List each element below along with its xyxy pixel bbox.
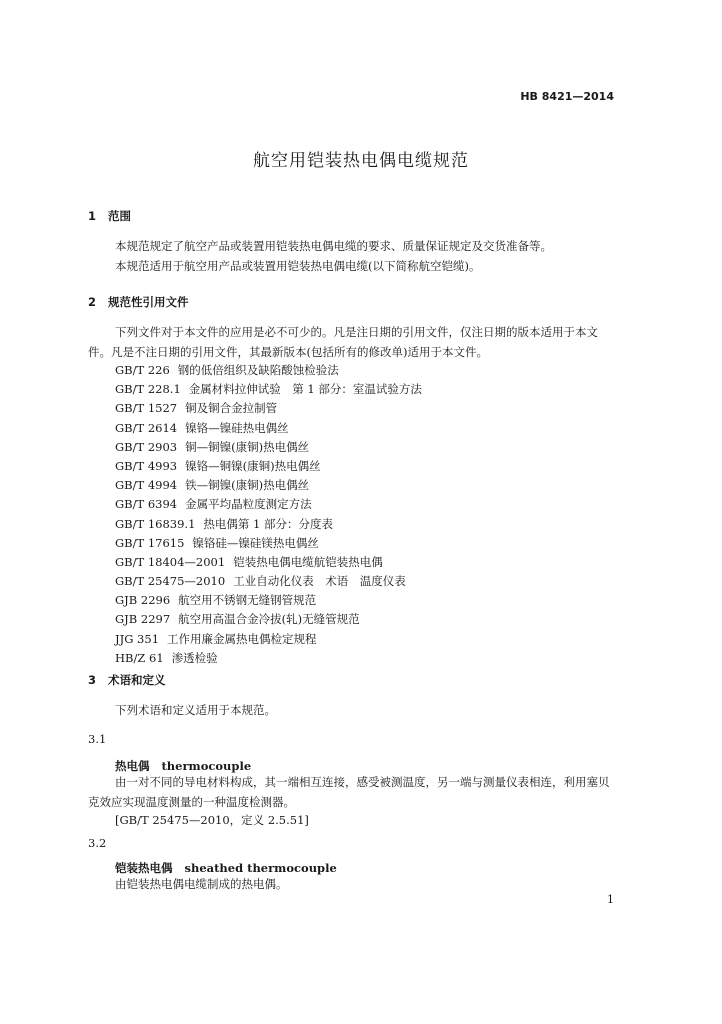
reference-item <box>115 457 422 476</box>
section-number: 1 <box>88 209 97 223</box>
scope-paragraph-2: 本规范适用于航空用产品或装置用铠装热电偶电缆(以下简称航空铠缆)。 <box>115 259 481 273</box>
reference-title: 金属材料拉伸试验 第 1 部分：室温试验方法 <box>188 382 422 397</box>
reference-code: GB/T 18404—2001 <box>115 554 226 569</box>
reference-code: GB/T 25475—2010 <box>115 574 226 589</box>
section-3-heading <box>88 672 166 688</box>
term-definition: 由一对不同的导电材料构成，其一端相互连接，感受被测温度，另一端与测量仪表相连，利用塞贝克效应实现温度测量的一种温度检测器。 <box>88 775 610 809</box>
reference-title: 金属平均晶粒度测定方法 <box>185 497 312 512</box>
reference-title: 铁—铜镍(康铜)热电偶丝 <box>185 478 310 493</box>
reference-item <box>115 553 422 572</box>
reference-item <box>115 610 422 629</box>
reference-title: 热电偶第 1 部分：分度表 <box>203 516 334 531</box>
reference-item <box>115 438 422 457</box>
reference-title: 镍铬—铜镍(康铜)热电偶丝 <box>185 458 321 473</box>
reference-title: 铠装热电偶电缆航铠装热电偶 <box>233 554 383 569</box>
references-intro: 下列文件对于本文件的应用是必不可少的。凡是注日期的引用文件，仅注日期的版本适用于本文件。凡是不注日期的引用文件，其最新版本(包括所有的修改单)适用于本文件。 <box>88 325 598 359</box>
reference-item <box>115 399 422 418</box>
reference-code: HB/Z 61 <box>115 650 164 665</box>
reference-code: GB/T 2903 <box>115 439 178 454</box>
reference-code: GB/T 1527 <box>115 401 178 416</box>
reference-item <box>115 361 422 380</box>
clause-number: 3.1 <box>88 732 107 746</box>
term-zh: 热电偶 <box>115 759 150 773</box>
scope-paragraph-1: 本规范规定了航空产品或装置用铠装热电偶电缆的要求、质量保证规定及交货准备等。 <box>115 239 552 253</box>
reference-title: 铜及铜合金拉制管 <box>185 401 278 416</box>
reference-title: 工作用廉金属热电偶检定规程 <box>167 631 317 646</box>
page-number: 1 <box>607 893 614 906</box>
reference-item <box>115 591 422 610</box>
reference-item <box>115 419 422 438</box>
reference-code: GB/T 226 <box>115 363 170 377</box>
reference-item <box>115 572 422 591</box>
standard-id: HB 8421—2014 <box>520 90 614 103</box>
reference-code: GB/T 4994 <box>115 478 178 493</box>
reference-code: GB/T 4993 <box>115 458 178 473</box>
reference-title: 铜—铜镍(康铜)热电偶丝 <box>185 439 310 454</box>
term-definition: 由铠装热电偶电缆制成的热电偶。 <box>115 877 288 891</box>
section-title: 范围 <box>108 209 131 223</box>
reference-code: GB/T 228.1 <box>115 382 181 397</box>
reference-code: GB/T 6394 <box>115 497 178 512</box>
section-2-heading <box>88 294 189 310</box>
term-en: thermocouple <box>161 759 252 773</box>
reference-code: GB/T 2614 <box>115 420 178 435</box>
reference-item <box>115 534 422 553</box>
reference-title: 钢的低倍组织及缺陷酸蚀检验法 <box>177 363 339 377</box>
reference-item <box>115 649 422 668</box>
section-number: 3 <box>88 673 97 687</box>
reference-code: GJB 2297 <box>115 612 171 627</box>
term-zh: 铠装热电偶 <box>115 861 173 875</box>
reference-title: 镍铬—镍硅热电偶丝 <box>185 420 289 435</box>
reference-list <box>115 361 422 668</box>
reference-title: 镍铬硅—镍硅镁热电偶丝 <box>192 535 319 550</box>
reference-code: GB/T 17615 <box>115 535 185 550</box>
reference-item <box>115 515 422 534</box>
section-title: 规范性引用文件 <box>108 295 189 309</box>
clause-number: 3.2 <box>88 836 107 850</box>
reference-code: GB/T 16839.1 <box>115 516 196 531</box>
section-number: 2 <box>88 295 97 309</box>
document-title: 航空用铠装热电偶电缆规范 <box>253 151 469 171</box>
reference-code: GJB 2296 <box>115 593 171 608</box>
reference-title: 航空用不锈钢无缝钢管规范 <box>178 593 317 608</box>
term-en: sheathed thermocouple <box>184 861 337 875</box>
reference-title: 航空用高温合金冷拔(轧)无缝管规范 <box>178 612 360 627</box>
terms-intro: 下列术语和定义适用于本规范。 <box>115 703 276 717</box>
reference-item <box>115 630 422 649</box>
reference-item <box>115 476 422 495</box>
reference-title: 工业自动化仪表 术语 温度仪表 <box>233 574 406 589</box>
term-source: [GB/T 25475—2010，定义 2.5.51] <box>115 813 309 827</box>
reference-title: 渗透检验 <box>171 650 218 665</box>
section-title: 术语和定义 <box>108 673 166 687</box>
section-1-heading <box>88 208 131 224</box>
reference-item <box>115 380 422 399</box>
reference-code: JJG 351 <box>115 631 160 646</box>
reference-item <box>115 495 422 514</box>
